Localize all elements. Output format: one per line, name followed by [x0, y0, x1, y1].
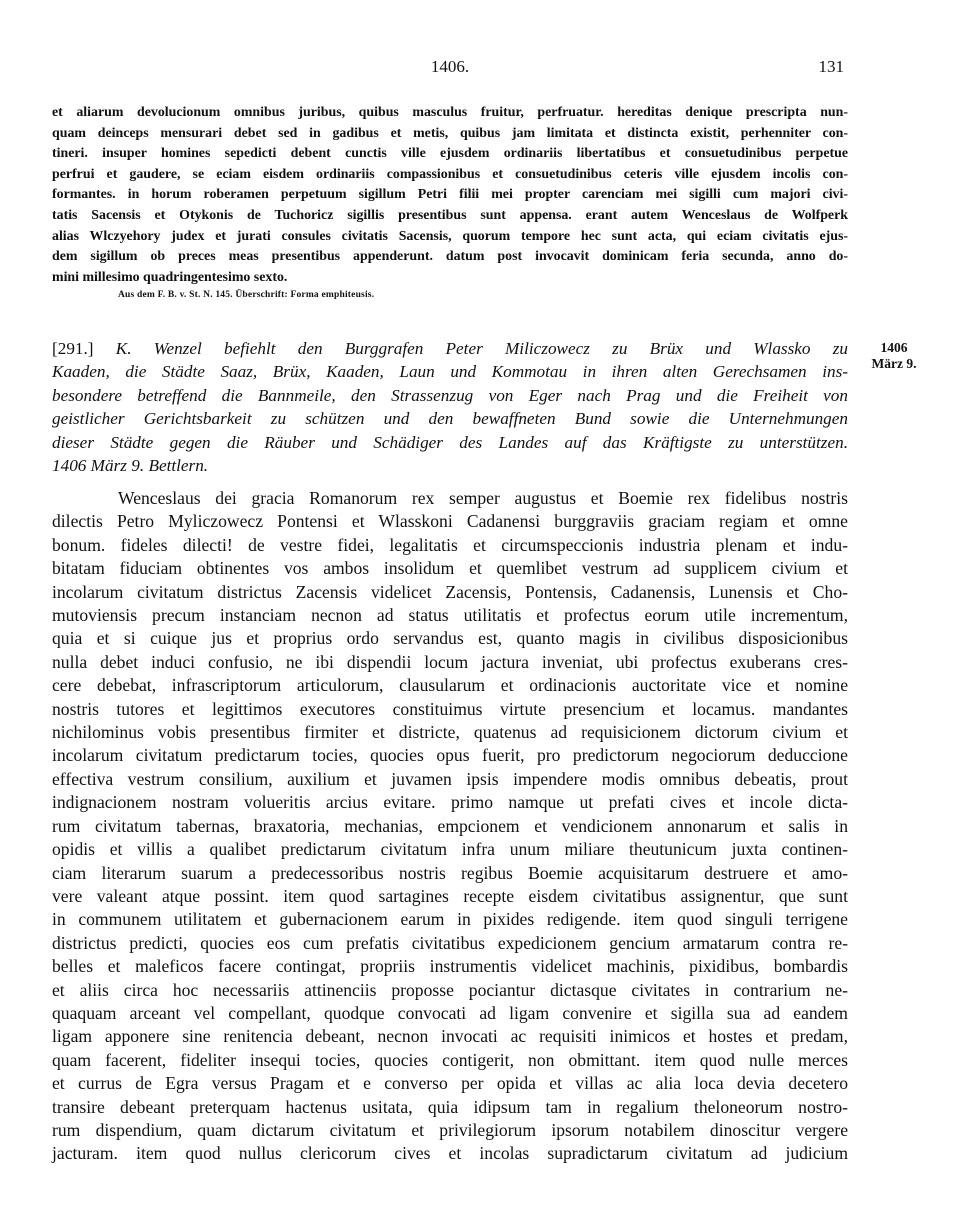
- text-line: quia et si cuique jus et proprius ordo servandus est, quanto magis in civilibus disposicionibus: [52, 628, 848, 649]
- text-line: formantes. in horum roberamen perpetuum sigillum Petri filii mei propter carenciam mei sigilli cum majori civi-: [52, 187, 848, 203]
- margin-year: 1406: [880, 340, 908, 355]
- previous-document-text: [52, 103, 848, 288]
- text-line: incolarum civitatum predictarum tocies, quocies opus fuerit, pro predictorum negociorum deduccione: [52, 745, 848, 766]
- running-header: [52, 57, 848, 79]
- regest-line: Kaaden, die Städte Saaz, Brüx, Kaaden, Laun und Kommotau in ihren alten Gerechsamen ins-: [52, 362, 848, 382]
- text-line: ciam literarum suarum a predecessoribus nostris regibus Boemie acquisitarum destruere et amo-: [52, 862, 848, 883]
- text-line: ligam apponere sine renitencia debeant, necnon invocati ac requisiti inimicos et hostes et predam,: [52, 1026, 848, 1047]
- text-line: nostris tutores et legittimos executores constituimus virtute presencium et locamus. mandantes: [52, 698, 848, 719]
- text-line: et currus de Egra versus Pragam et e converso per opida et villas ac alia loca devia decetero: [52, 1073, 848, 1094]
- text-line: mini millesimo quadringentesimo sexto.: [52, 269, 288, 285]
- text-line: transire debeant preterquam hactenus usitata, quia idipsum tam in regalium theloneorum nostro-: [52, 1096, 848, 1117]
- text-line: quam deinceps mensurari debet sed in gadibus et metis, quibus jam limitata et distincta existit, perhenniter con-: [52, 125, 848, 141]
- text-line: Wenceslaus dei gracia Romanorum rex semper augustus et Boemie rex fidelibus nostris: [118, 488, 848, 508]
- text-line: vere valeant atque possint. item quod sartagines recepte eisdem civitatibus assignentur, que sunt: [52, 885, 848, 906]
- header-year: 1406.: [430, 57, 470, 76]
- source-note: Aus dem F. B. v. St. N. 145. Überschrift: Forma emphiteusis.: [118, 290, 375, 300]
- document-number: [291.]: [52, 339, 94, 358]
- text-line: tineri. insuper homines sepedicti debent cunctis ville ejusdem ordinariis libertatibus et consuetudinibus perpetue: [52, 146, 848, 162]
- text-line: quam facerent, fideliter insequi tocies, quocies contigerit, non obmittant. item quod nulle merces: [52, 1049, 848, 1070]
- text-line: perfrui et gaudere, se eciam eisdem ordinariis compassionibus et consuetudinibus ceteris ville ejusdem incolis con-: [52, 166, 848, 182]
- text-line: dilectis Petro Myliczowecz Pontensi et Wlasskoni Cadanensi burggraviis graciam regiam et omne: [52, 511, 848, 532]
- text-line: rum dispendium, quam dictarum civitatum et privilegiorum ipsorum notabilem dinoscitur vergere: [52, 1119, 848, 1140]
- text-line: quaquam arceant vel compellant, quodque convocati ad ligam convenire et sigilla sua ad eandem: [52, 1002, 848, 1023]
- text-line: nichilominus vobis presentibus firmiter et districte, quatenus ad requisicionem dictorum civium et: [52, 722, 848, 743]
- margin-day: März 9.: [871, 356, 917, 371]
- regest-line: dieser Städte gegen die Räuber und Schädiger des Landes auf das Kräftigste zu unterstützen.: [52, 432, 848, 452]
- text-line: jacturam. item quod nullus clericorum cives et incolas supradictarum civitatum ad judicium: [52, 1143, 848, 1164]
- margin-date: [864, 340, 924, 372]
- document-regest: [52, 337, 848, 477]
- text-line: bonum. fideles dilecti! de vestre fidei, legalitatis et circumspeccionis industria plenam et indu-: [52, 534, 848, 555]
- page-number: 131: [818, 57, 844, 76]
- text-line: districtus predicti, quocies eos cum prefatis civitatibus expedicionem gencium armatarum contra re-: [52, 932, 848, 953]
- regest-line: [52, 337, 848, 360]
- text-line: nulla debet induci confusio, ne ibi dispendii locum jactura inveniat, ubi profectus exuberans cres-: [52, 651, 848, 672]
- text-line: dem sigillum ob preces meas presentibus appenderunt. datum post invocavit dominicam feria secunda, anno do-: [52, 249, 848, 265]
- charter-text: [52, 487, 848, 1166]
- text-line: opidis et villis a qualibet predictarum civitatum infra unum miliare theutunicum juxta continen-: [52, 839, 848, 860]
- text-line: tatis Sacensis et Otykonis de Tuchoricz sigillis presentibus sunt appensa. erant autem Wenceslaus de Wolfperk: [52, 207, 848, 223]
- text-line: bitatam fiduciam obtinentes vos ambos insolidum et quemlibet vestrum ad supplicem civium et: [52, 558, 848, 579]
- text-line: indignacionem nostram volueritis arcius evitare. primo namque ut prefati cives et incole dicta-: [52, 792, 848, 813]
- text-line: in communem utilitatem et gubernacionem earum in pixides redigende. item quod singuli terrigene: [52, 909, 848, 930]
- regest-line: geistlicher Gerichtsbarkeit zu schützen und den bewaffneten Bund sowie die Unternehmungen: [52, 409, 848, 429]
- text-line: alias Wlczyehory judex et jurati consules civitatis Sacensis, quorum tempore hec sunt acta, qui eciam civitatis ejus-: [52, 228, 848, 244]
- text-line: effectiva vestrum consilium, auxilium et juvamen ipsis impendere modis omnibus debeatis, prout: [52, 768, 848, 789]
- regest-line: besondere betreffend die Bannmeile, den Strassenzug von Eger nach Prag und die Freiheit von: [52, 385, 848, 405]
- text-line: rum civitatum tabernas, braxatoria, mechanias, empcionem et vendicionem annonarum et salis in: [52, 815, 848, 836]
- text-line: cere debebat, infrascriptorum articulorum, clausularum et ordinacionis auctoritate vice et nomine: [52, 675, 848, 696]
- regest-line-text: K. Wenzel befiehlt den Burggrafen Peter Miliczowecz zu Brüx und Wlassko zu: [115, 339, 849, 358]
- regest-line: 1406 März 9. Bettlern.: [52, 455, 209, 475]
- text-line: incolarum civitatum districtus Zacensis videlicet Zacensis, Pontensis, Cadanensis, Lunensis et Cho-: [52, 581, 848, 602]
- text-line: et aliarum devolucionum omnibus juribus, quibus masculus fruitur, perfruatur. hereditas denique prescripta nun-: [52, 105, 848, 120]
- text-line: et aliis circa hoc necessariis attinenciis proposse pociantur dictasque civitates in contrarium ne-: [52, 979, 848, 1000]
- text-line: mutoviensis precum instanciam necnon ad status utilitatis et profectus eorum utile incrementum,: [52, 605, 848, 626]
- text-line: belles et maleficos facere contingat, propriis instrumentis videlicet machinis, pixidibus, bombardis: [52, 956, 848, 977]
